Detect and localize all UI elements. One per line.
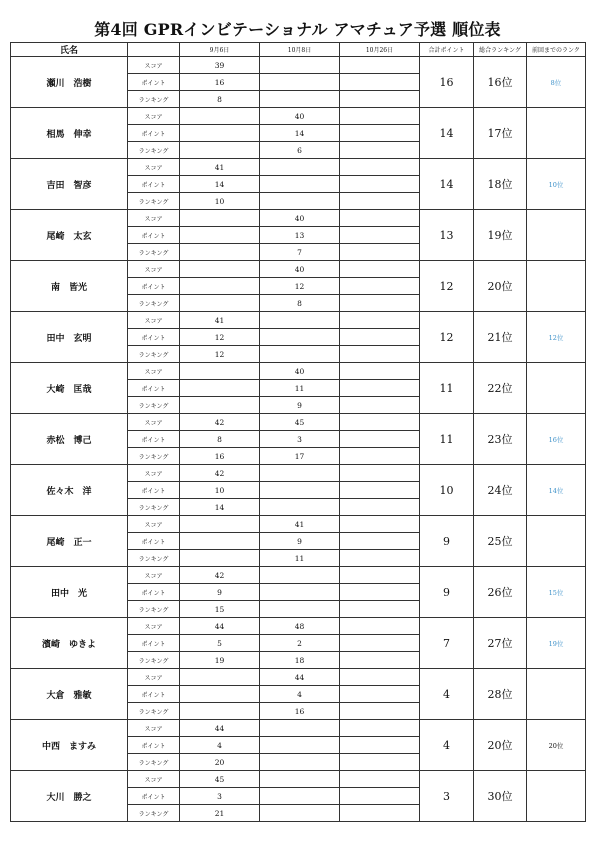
ranking-cell-round-1: [180, 397, 260, 414]
overall-rank: 26位: [474, 567, 527, 618]
points-cell-round-2: 3: [260, 431, 340, 448]
player-name: 濱崎 ゆきよ: [11, 618, 128, 669]
player-row-score: [11, 465, 586, 482]
score-cell-round-3: [340, 465, 420, 482]
previous-rank: [527, 363, 586, 414]
player-row-score: [11, 312, 586, 329]
ranking-cell-round-1: [180, 295, 260, 312]
points-cell-round-2: 11: [260, 380, 340, 397]
points-cell-round-1: 3: [180, 788, 260, 805]
score-cell-round-2: 40: [260, 261, 340, 278]
points-cell-round-3: [340, 278, 420, 295]
points-cell-round-2: [260, 788, 340, 805]
score-cell-round-1: 42: [180, 567, 260, 584]
ranking-cell-round-1: 21: [180, 805, 260, 822]
score-cell-round-1: 41: [180, 312, 260, 329]
ranking-cell-round-3: [340, 346, 420, 363]
overall-rank: 17位: [474, 108, 527, 159]
score-cell-round-3: [340, 210, 420, 227]
row-label-score: スコア: [128, 465, 180, 482]
ranking-cell-round-2: [260, 805, 340, 822]
row-label-ranking: ランキング: [128, 601, 180, 618]
previous-rank: [527, 261, 586, 312]
score-cell-round-1: [180, 261, 260, 278]
player-row-score: [11, 108, 586, 125]
ranking-cell-round-1: 14: [180, 499, 260, 516]
ranking-cell-round-2: [260, 346, 340, 363]
score-cell-round-3: [340, 57, 420, 74]
points-cell-round-3: [340, 737, 420, 754]
score-cell-round-2: [260, 465, 340, 482]
previous-rank: [527, 210, 586, 261]
ranking-cell-round-1: 8: [180, 91, 260, 108]
ranking-cell-round-3: [340, 193, 420, 210]
score-cell-round-2: 45: [260, 414, 340, 431]
row-label-score: スコア: [128, 261, 180, 278]
points-cell-round-2: 14: [260, 125, 340, 142]
row-label-points: ポイント: [128, 380, 180, 397]
score-cell-round-3: [340, 618, 420, 635]
ranking-cell-round-1: 19: [180, 652, 260, 669]
previous-rank: [527, 108, 586, 159]
points-cell-round-1: 4: [180, 737, 260, 754]
total-points: 12: [420, 261, 474, 312]
row-label-ranking: ランキング: [128, 91, 180, 108]
score-cell-round-1: 39: [180, 57, 260, 74]
row-label-score: スコア: [128, 210, 180, 227]
overall-rank: 24位: [474, 465, 527, 516]
ranking-cell-round-1: [180, 142, 260, 159]
score-cell-round-2: 40: [260, 363, 340, 380]
row-label-ranking: ランキング: [128, 448, 180, 465]
points-cell-round-3: [340, 635, 420, 652]
points-cell-round-2: 13: [260, 227, 340, 244]
player-name: 中西 ますみ: [11, 720, 128, 771]
total-points: 14: [420, 159, 474, 210]
row-label-ranking: ランキング: [128, 652, 180, 669]
total-points: 14: [420, 108, 474, 159]
points-cell-round-1: [180, 533, 260, 550]
points-cell-round-1: [180, 278, 260, 295]
ranking-cell-round-3: [340, 703, 420, 720]
score-cell-round-3: [340, 771, 420, 788]
points-cell-round-2: [260, 176, 340, 193]
score-cell-round-2: 41: [260, 516, 340, 533]
player-row-score: [11, 210, 586, 227]
ranking-cell-round-3: [340, 601, 420, 618]
points-cell-round-2: [260, 74, 340, 91]
ranking-cell-round-1: 15: [180, 601, 260, 618]
ranking-cell-round-2: [260, 91, 340, 108]
ranking-cell-round-2: [260, 499, 340, 516]
ranking-cell-round-1: 10: [180, 193, 260, 210]
points-cell-round-3: [340, 584, 420, 601]
previous-rank: 10位: [527, 159, 586, 210]
score-cell-round-2: 40: [260, 210, 340, 227]
total-points: 11: [420, 414, 474, 465]
row-label-ranking: ランキング: [128, 550, 180, 567]
score-cell-round-3: [340, 669, 420, 686]
row-label-score: スコア: [128, 618, 180, 635]
ranking-cell-round-2: 9: [260, 397, 340, 414]
previous-rank: 8位: [527, 57, 586, 108]
ranking-cell-round-2: [260, 601, 340, 618]
ranking-cell-round-1: [180, 244, 260, 261]
points-cell-round-1: [180, 227, 260, 244]
ranking-cell-round-3: [340, 550, 420, 567]
header-prev-rank: 前回までのランク: [527, 43, 586, 57]
row-label-points: ポイント: [128, 227, 180, 244]
row-label-score: スコア: [128, 669, 180, 686]
points-cell-round-1: 8: [180, 431, 260, 448]
ranking-cell-round-3: [340, 448, 420, 465]
row-label-score: スコア: [128, 312, 180, 329]
total-points: 3: [420, 771, 474, 822]
row-label-ranking: ランキング: [128, 346, 180, 363]
total-points: 9: [420, 567, 474, 618]
score-cell-round-3: [340, 261, 420, 278]
player-row-score: [11, 414, 586, 431]
row-label-ranking: ランキング: [128, 499, 180, 516]
score-cell-round-1: [180, 516, 260, 533]
ranking-cell-round-3: [340, 397, 420, 414]
points-cell-round-2: 2: [260, 635, 340, 652]
player-name: 大川 勝之: [11, 771, 128, 822]
row-label-points: ポイント: [128, 737, 180, 754]
overall-rank: 23位: [474, 414, 527, 465]
standings-table: [10, 42, 586, 822]
row-label-score: スコア: [128, 516, 180, 533]
points-cell-round-3: [340, 380, 420, 397]
player-name: 相馬 伸幸: [11, 108, 128, 159]
score-cell-round-3: [340, 159, 420, 176]
player-name: 田中 光: [11, 567, 128, 618]
overall-rank: 19位: [474, 210, 527, 261]
overall-rank: 22位: [474, 363, 527, 414]
score-cell-round-2: [260, 159, 340, 176]
points-cell-round-3: [340, 74, 420, 91]
score-cell-round-3: [340, 516, 420, 533]
row-label-ranking: ランキング: [128, 244, 180, 261]
player-row-score: [11, 363, 586, 380]
points-cell-round-2: [260, 737, 340, 754]
points-cell-round-3: [340, 329, 420, 346]
player-name: 田中 玄明: [11, 312, 128, 363]
previous-rank: [527, 771, 586, 822]
score-cell-round-1: [180, 210, 260, 227]
score-cell-round-2: [260, 771, 340, 788]
points-cell-round-2: [260, 482, 340, 499]
page-title: 第4回 GPRインビテーショナル アマチュア予選 順位表: [94, 20, 501, 39]
row-label-ranking: ランキング: [128, 805, 180, 822]
score-cell-round-3: [340, 108, 420, 125]
previous-rank: 16位: [527, 414, 586, 465]
ranking-cell-round-2: 7: [260, 244, 340, 261]
score-cell-round-1: 42: [180, 414, 260, 431]
ranking-cell-round-3: [340, 652, 420, 669]
row-label-ranking: ランキング: [128, 754, 180, 771]
ranking-cell-round-3: [340, 754, 420, 771]
player-row-score: [11, 567, 586, 584]
row-label-points: ポイント: [128, 686, 180, 703]
player-name: 尾崎 正一: [11, 516, 128, 567]
points-cell-round-1: 5: [180, 635, 260, 652]
score-cell-round-2: 48: [260, 618, 340, 635]
total-points: 4: [420, 720, 474, 771]
total-points: 11: [420, 363, 474, 414]
player-name: 赤松 博己: [11, 414, 128, 465]
points-cell-round-1: 16: [180, 74, 260, 91]
score-cell-round-3: [340, 312, 420, 329]
row-label-points: ポイント: [128, 584, 180, 601]
player-row-score: [11, 771, 586, 788]
points-cell-round-2: [260, 584, 340, 601]
row-label-points: ポイント: [128, 329, 180, 346]
row-label-score: スコア: [128, 414, 180, 431]
score-cell-round-1: 42: [180, 465, 260, 482]
overall-rank: 21位: [474, 312, 527, 363]
score-cell-round-1: [180, 363, 260, 380]
overall-rank: 20位: [474, 261, 527, 312]
ranking-cell-round-1: [180, 703, 260, 720]
row-label-points: ポイント: [128, 74, 180, 91]
ranking-cell-round-3: [340, 805, 420, 822]
score-cell-round-1: 41: [180, 159, 260, 176]
score-cell-round-1: [180, 669, 260, 686]
header-date-1: 9月6日: [180, 43, 260, 57]
points-cell-round-1: 12: [180, 329, 260, 346]
header-name: 氏名: [11, 43, 128, 57]
ranking-cell-round-1: 12: [180, 346, 260, 363]
row-label-ranking: ランキング: [128, 703, 180, 720]
total-points: 12: [420, 312, 474, 363]
ranking-cell-round-2: [260, 754, 340, 771]
header-date-3: 10月26日: [340, 43, 420, 57]
score-cell-round-2: 40: [260, 108, 340, 125]
player-name: 大倉 雅敏: [11, 669, 128, 720]
ranking-cell-round-2: 17: [260, 448, 340, 465]
row-label-score: スコア: [128, 57, 180, 74]
row-label-ranking: ランキング: [128, 295, 180, 312]
row-label-score: スコア: [128, 108, 180, 125]
overall-rank: 25位: [474, 516, 527, 567]
total-points: 10: [420, 465, 474, 516]
player-name: 瀬川 浩樹: [11, 57, 128, 108]
ranking-cell-round-2: 8: [260, 295, 340, 312]
header-overall-rank: 総合ランキング: [474, 43, 527, 57]
row-label-score: スコア: [128, 720, 180, 737]
ranking-cell-round-3: [340, 295, 420, 312]
points-cell-round-3: [340, 176, 420, 193]
previous-rank: 12位: [527, 312, 586, 363]
player-row-score: [11, 261, 586, 278]
row-label-ranking: ランキング: [128, 193, 180, 210]
row-label-points: ポイント: [128, 788, 180, 805]
previous-rank: 19位: [527, 618, 586, 669]
points-cell-round-1: [180, 380, 260, 397]
overall-rank: 30位: [474, 771, 527, 822]
ranking-cell-round-1: 20: [180, 754, 260, 771]
previous-rank: 20位: [527, 720, 586, 771]
points-cell-round-2: [260, 329, 340, 346]
previous-rank: [527, 669, 586, 720]
points-cell-round-3: [340, 125, 420, 142]
score-cell-round-2: [260, 720, 340, 737]
score-cell-round-3: [340, 720, 420, 737]
score-cell-round-1: [180, 108, 260, 125]
header-date-2: 10月8日: [260, 43, 340, 57]
previous-rank: 14位: [527, 465, 586, 516]
points-cell-round-3: [340, 686, 420, 703]
ranking-cell-round-3: [340, 91, 420, 108]
row-label-points: ポイント: [128, 533, 180, 550]
points-cell-round-1: [180, 686, 260, 703]
total-points: 9: [420, 516, 474, 567]
player-name: 尾崎 太玄: [11, 210, 128, 261]
ranking-cell-round-3: [340, 244, 420, 261]
points-cell-round-2: 4: [260, 686, 340, 703]
header-row: [11, 43, 586, 57]
ranking-cell-round-3: [340, 142, 420, 159]
previous-rank: 15位: [527, 567, 586, 618]
row-label-score: スコア: [128, 771, 180, 788]
score-cell-round-1: 45: [180, 771, 260, 788]
row-label-score: スコア: [128, 363, 180, 380]
total-points: 16: [420, 57, 474, 108]
header-blank: [128, 43, 180, 57]
player-row-score: [11, 720, 586, 737]
points-cell-round-1: 10: [180, 482, 260, 499]
score-cell-round-2: [260, 57, 340, 74]
points-cell-round-1: 9: [180, 584, 260, 601]
overall-rank: 28位: [474, 669, 527, 720]
points-cell-round-2: 12: [260, 278, 340, 295]
points-cell-round-1: 14: [180, 176, 260, 193]
score-cell-round-2: 44: [260, 669, 340, 686]
ranking-cell-round-1: 16: [180, 448, 260, 465]
points-cell-round-3: [340, 227, 420, 244]
row-label-score: スコア: [128, 567, 180, 584]
row-label-points: ポイント: [128, 482, 180, 499]
ranking-cell-round-1: [180, 550, 260, 567]
player-name: 吉田 智彦: [11, 159, 128, 210]
header-total-points: 合計ポイント: [420, 43, 474, 57]
row-label-ranking: ランキング: [128, 397, 180, 414]
overall-rank: 27位: [474, 618, 527, 669]
overall-rank: 18位: [474, 159, 527, 210]
player-row-score: [11, 618, 586, 635]
score-cell-round-2: [260, 312, 340, 329]
player-name: 大崎 匡哉: [11, 363, 128, 414]
row-label-points: ポイント: [128, 431, 180, 448]
player-row-score: [11, 159, 586, 176]
row-label-points: ポイント: [128, 278, 180, 295]
score-cell-round-3: [340, 363, 420, 380]
score-cell-round-1: 44: [180, 618, 260, 635]
score-cell-round-1: 44: [180, 720, 260, 737]
ranking-cell-round-2: [260, 193, 340, 210]
player-row-score: [11, 57, 586, 74]
ranking-cell-round-2: 11: [260, 550, 340, 567]
overall-rank: 20位: [474, 720, 527, 771]
row-label-points: ポイント: [128, 176, 180, 193]
total-points: 4: [420, 669, 474, 720]
points-cell-round-1: [180, 125, 260, 142]
ranking-cell-round-2: 18: [260, 652, 340, 669]
player-row-score: [11, 669, 586, 686]
points-cell-round-3: [340, 431, 420, 448]
row-label-points: ポイント: [128, 125, 180, 142]
player-name: 南 皆光: [11, 261, 128, 312]
total-points: 7: [420, 618, 474, 669]
previous-rank: [527, 516, 586, 567]
player-name: 佐々木 洋: [11, 465, 128, 516]
score-cell-round-3: [340, 567, 420, 584]
row-label-score: スコア: [128, 159, 180, 176]
row-label-ranking: ランキング: [128, 142, 180, 159]
points-cell-round-3: [340, 788, 420, 805]
ranking-cell-round-2: 6: [260, 142, 340, 159]
score-cell-round-2: [260, 567, 340, 584]
player-row-score: [11, 516, 586, 533]
ranking-cell-round-2: 16: [260, 703, 340, 720]
points-cell-round-3: [340, 533, 420, 550]
row-label-points: ポイント: [128, 635, 180, 652]
total-points: 13: [420, 210, 474, 261]
overall-rank: 16位: [474, 57, 527, 108]
points-cell-round-3: [340, 482, 420, 499]
score-cell-round-3: [340, 414, 420, 431]
ranking-cell-round-3: [340, 499, 420, 516]
points-cell-round-2: 9: [260, 533, 340, 550]
